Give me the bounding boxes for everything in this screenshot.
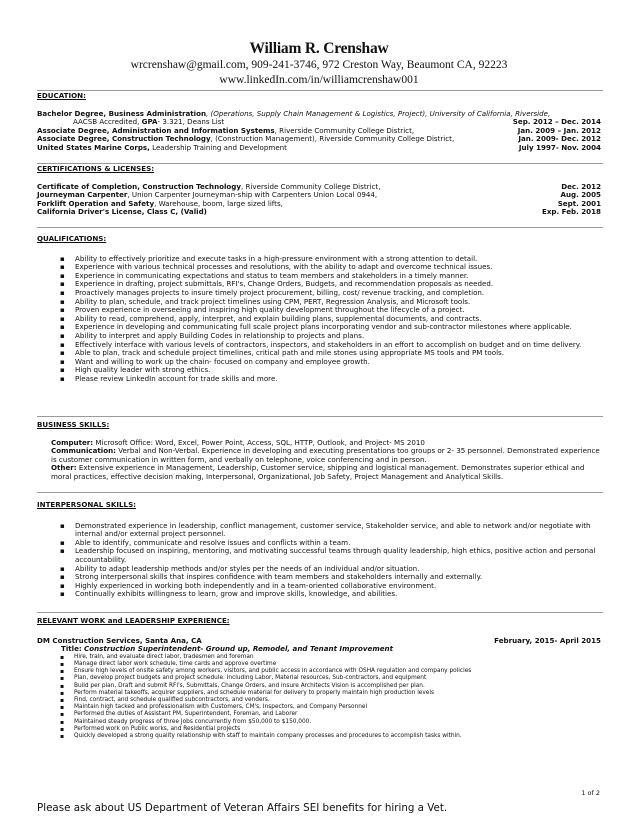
company-name: DM Construction Services, Santa Ana, CA [37,635,202,645]
list-item: ▪ Plan, develop project budgets and project schedule. Including Labor, Material resources, Sub-contractors, and equipment [37,675,604,682]
education-entry: Associate Degree, Administration and Information Systems, Riverside Community College District, Jan. 2009 – Jan. 2012 [37,125,601,135]
certification-date: Exp. Feb. 2018 [541,207,601,217]
list-item: ▪ Quickly developed a strong quality relationship with staff to maintain company processes and procedures to accomplish tasks within. [37,733,604,740]
education-date: Sep. 2012 – Dec. 2014 [512,117,601,127]
divider [37,90,603,91]
certifications-section [37,165,603,217]
list-item: ▪ Experience in communicating expectations and status to team members and stakeholders in a timely manner. [37,272,598,281]
education-section [37,92,603,153]
contact-line: wrcrenshaw@gmail.com, 909-241-3746, 972 Creston Way, Beaumont CA, 92223 [130,59,508,71]
list-item: ▪ Proactively manages projects to insure timely project procurement, billing, cost/ revenue tracking, and completion. [37,289,598,298]
computer-skills: Computer: Microsoft Office: Word, Excel, Power Point, Access, SQL, HTTP, Outlook, and Project- MS 2010 [51,437,425,447]
interpersonal-list [37,522,603,599]
list-item: ▪ Ensure high levels of onsite safety among workers, visitors, and public access in accordance with OSHA regulation and company policies [37,668,604,675]
list-item: ▪ Want and willing to work up the chain- focused on company and employee growth. [37,358,598,367]
interpersonal-section [37,501,603,599]
list-item: ▪ Effectively interface with various levels of contractors, inspectors, and stakeholders in an effort to accomplish on budget and on time delivery. [37,341,598,350]
divider [37,492,603,493]
page-number: 1 of 2 [581,789,600,797]
list-item: ▪ Find, contract, and schedule qualified subcontractors, and venders. [37,697,604,704]
business-skills-heading: BUSINESS SKILLS: [37,420,110,429]
education-date: July 1997- Nov. 2004 [518,142,601,152]
list-item: ▪ Continually exhibits willingness to learn, grow and improve skills, knowledge, and abilities. [37,590,598,599]
list-item: ▪ Experience with various technical processes and resolutions, with the ability to adapt and overcome technical issues. [37,263,598,272]
education-entry: Associate Degree, Construction Technology, (Construction Management), Riverside Community College District, Jan. 2009- Dec. 2012 [37,134,601,144]
qualifications-heading: QUALIFICATIONS: [37,234,107,243]
list-item: ▪ High quality leader with strong ethics. [37,366,598,375]
other-skills: Other: Extensive experience in Management, Leadership, Customer service, shipping and logistical management. Demonstrates superior ethical and moral practices, effective decision making, Interpersonal, Organizational, Job Safety, Project Management and Analytical Skills. [51,463,585,481]
candidate-name: William R. Crenshaw [249,40,389,57]
certification-entry: California Driver's License, Class C, (Valid) Exp. Feb. 2018 [37,207,601,217]
education-entry: United States Marine Corps, Leadership Training and Development July 1997- Nov. 2004 [37,142,601,152]
certification-entry: Forklift Operation and Safety, Warehouse, boom, large sized lifts, Sept. 2001 [37,198,601,208]
list-item: ▪ Hire, train, and evaluate direct labor, tradesmen and foreman [37,654,604,661]
list-item: ▪ Build per plan, Draft and submit RFI's, Submittals, Change Orders, and insure Architects Vision is accomplished per plan. [37,683,604,690]
certification-date: Aug. 2005 [560,190,601,200]
divider [37,416,603,417]
list-item: ▪ Maintained steady progress of three Jobs concurrently from $50,000 to $150,000. [37,719,604,726]
list-item: ▪ Highly experienced in working both independently and in a team-oriented collaborative environment. [37,582,598,591]
job-title-line: Title: Construction Superintendent- Ground up, Remodel, and Tenant Improvement [61,644,393,654]
list-item: ▪ Able to identify, communicate and resolve issues and conflicts within a team. [37,539,598,548]
experience-heading: RELEVANT WORK and LEADERSHIP EXPERIENCE: [37,616,230,625]
experience-list [37,654,603,740]
list-item: ▪ Strong interpersonal skills that inspires confidence with team members and stakeholders internally and externally. [37,573,598,582]
qualifications-list [37,255,603,384]
list-item: ▪ Ability to interpret and apply Building Codes in relationship to projects and plans. [37,332,598,341]
job-dates: February, 2015- April 2015 [494,635,601,645]
list-item: ▪ Performed the duties of Assistant PM, Superintendent, Foreman, and Laborer [37,711,604,718]
list-item: ▪ Manage direct labor work schedule, time cards and approve overtime [37,661,604,668]
footer-note: Please ask about US Department of Veteran Affairs SEI benefits for hiring a Vet. [37,802,448,814]
divider [37,612,603,613]
job-title: Construction Superintendent- Ground up, Remodel, and Tenant Improvement [84,644,393,654]
certification-entry: Journeyman Carpenter, Union Carpenter Journeyman-ship with Carpenters Union Local 0944, Aug. 2005 [37,190,601,200]
divider [37,227,603,228]
certification-date: Sept. 2001 [557,198,601,208]
certification-date: Dec. 2012 [561,181,601,191]
interpersonal-heading: INTERPERSONAL SKILLS: [37,500,137,509]
list-item: ▪ Leadership focused on inspiring, mentoring, and motivating successful teams through quality leadership, high ethics, positive action and personal accountability. [37,547,598,564]
list-item: ▪ Please review LinkedIn account for trade skills and more. [37,375,598,384]
communication-skills: Communication: Verbal and Non-Verbal. Experience in developing and executing presentations too groups or 2- 35 personnel. Demonstrated experience is customer communication in written form, and verbally on telephone, voice conferencing and in person. [51,446,600,464]
list-item: ▪ Demonstrated experience in leadership, conflict management, customer service, Stakeholder service, and able to network and/or negotiate with internal and/or external project personnel. [37,522,598,539]
list-item: ▪ Perform material takeoffs, acquirer suppliers, and schedule material for delivery to properly maintain high production levels [37,690,604,697]
education-entry: Bachelor Degree, Business Administration, (Operations, Supply Chain Management & Logistics, Project), University of California, Riverside, [37,108,551,118]
list-item: ▪ Performed work on Public works, and Residential projects [37,726,604,733]
education-date: Jan. 2009 – Jan. 2012 [517,125,601,135]
list-item: ▪ Ability to effectively prioritize and execute tasks in a high-pressure environment with a strong attention to detail. [37,255,598,264]
list-item: ▪ Ability to plan, schedule, and track project timelines using CPM, PERT, Regression Analysis, and Microsoft tools. [37,298,598,307]
list-item: ▪ Experience in developing and communicating full scale project plans incorporating vendor and sub-contractor milestones where applicable. [37,323,598,332]
education-date: Jan. 2009- Dec. 2012 [518,134,601,144]
qualifications-section [37,235,603,384]
certification-entry: Certificate of Completion, Construction Technology, Riverside Community College District, Dec. 2012 [37,181,601,191]
list-item: ▪ Ability to adapt leadership methods and/or styles per the needs of an individual and/or situation. [37,565,598,574]
education-heading: EDUCATION: [37,91,86,100]
certifications-heading: CERTIFICATIONS & LICENSES: [37,164,155,173]
list-item: ▪ Experience in drafting, project submittals, RFI's, Change Orders, Budgets, and recommendation proposals as needed. [37,280,598,289]
list-item: ▪ Proven experience in overseeing and inspiring high quality development throughout the lifecycle of a project. [37,306,598,315]
list-item: ▪ Able to plan, track and schedule project timelines, critical path and mile stones using appropriate MS tools and PM tools. [37,349,598,358]
list-item: ▪ Ability to read, comprehend, apply, interpret, and explain building plans, supplemental documents, and contracts. [37,315,598,324]
business-skills-section [37,421,603,482]
education-entry: AACSB Accredited, GPA- 3.321, Deans List Sep. 2012 – Dec. 2014 [73,117,601,127]
linkedin-url: www.linkedIn.com/in/williamcrenshaw001 [219,74,419,86]
experience-section [37,617,603,740]
list-item: ▪ Maintain high tacked and professionalism with Customers, CM's, Inspectors, and Company Personnel [37,704,604,711]
